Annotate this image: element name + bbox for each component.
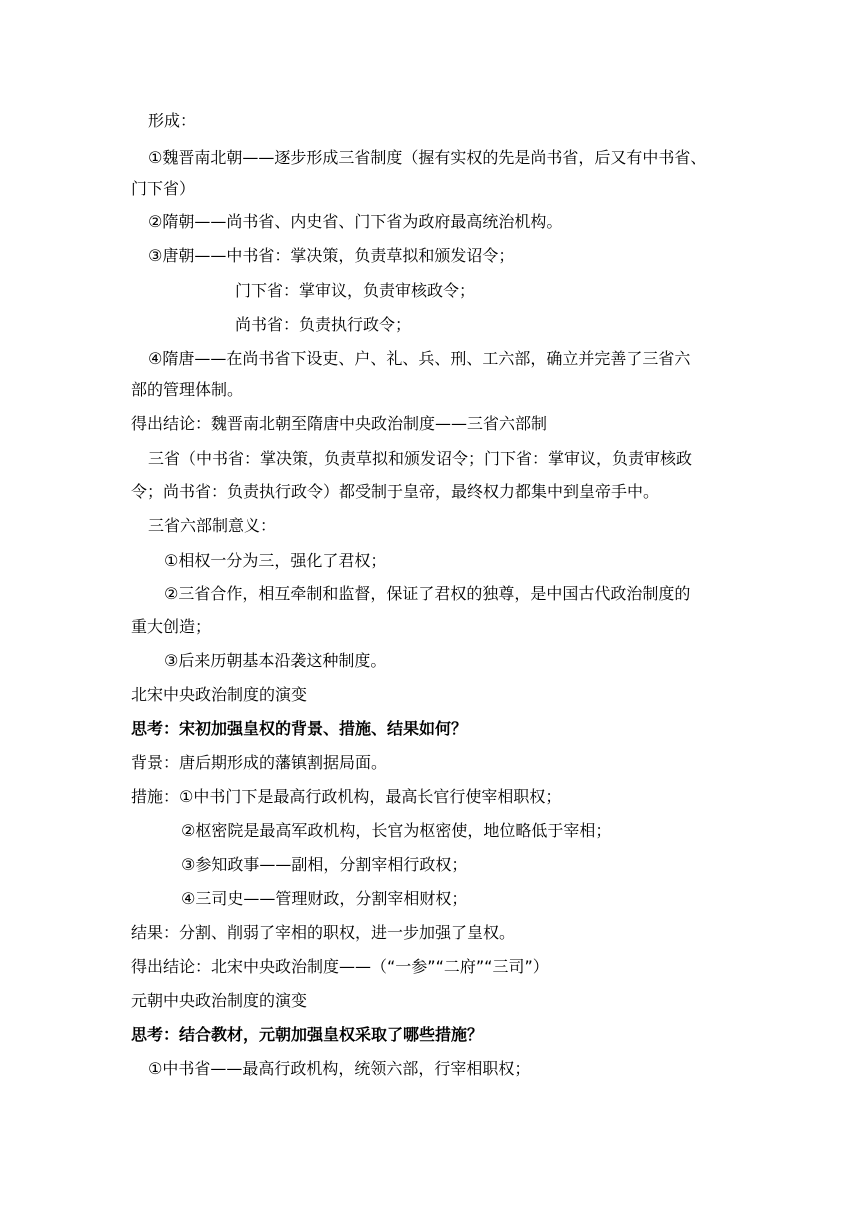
- text-line: ③唐朝——中书省：掌决策，负责草拟和颁发诏令；: [148, 246, 515, 265]
- text-line: ③参知政事——副相，分割宰相行政权；: [181, 855, 468, 874]
- text-line: ④三司史——管理财政，分割宰相财权；: [181, 889, 468, 908]
- text-line: 得出结论：魏晋南北朝至隋唐中央政治制度——三省六部制: [131, 414, 548, 433]
- question-heading: 思考：宋初加强皇权的背景、措施、结果如何？: [131, 719, 468, 738]
- text-line: ①魏晋南北朝——逐步形成三省制度（握有实权的先是尚书省，后又有中书省、: [148, 148, 707, 167]
- text-line: ①中书省——最高行政机构，统领六部，行宰相职权；: [148, 1059, 531, 1078]
- text-line: 门下省：掌审议，负责审核政令；: [235, 281, 476, 300]
- text-line: ②三省合作，相互牵制和监督，保证了君权的独尊，是中国古代政治制度的: [164, 584, 691, 603]
- text-line: 背景：唐后期形成的藩镇割据局面。: [131, 753, 388, 772]
- text-line: 门下省）: [131, 179, 196, 198]
- text-line: 得出结论：北宋中央政治制度——（“一参”“二府”“三司”）: [131, 957, 549, 976]
- text-line: 措施：①中书门下是最高行政机构，最高长官行使宰相职权；: [131, 787, 562, 806]
- text-line: 三省（中书省：掌决策，负责草拟和颁发诏令；门下省：掌审议，负责审核政: [148, 449, 693, 468]
- text-line: 三省六部制意义：: [148, 516, 277, 535]
- text-line: ①相权一分为三，强化了君权；: [164, 551, 387, 570]
- question-heading: 思考：结合教材，元朝加强皇权采取了哪些措施？: [131, 1025, 484, 1044]
- text-line: ②隋朝——尚书省、内史省、门下省为政府最高统治机构。: [148, 212, 563, 231]
- text-line: ②枢密院是最高军政机构，长官为枢密使，地位略低于宰相；: [181, 821, 612, 840]
- text-line: ③后来历朝基本沿袭这种制度。: [164, 651, 387, 670]
- text-line: 令；尚书省：负责执行政令）都受制于皇帝，最终权力都集中到皇帝手中。: [131, 482, 660, 501]
- section-heading: 元朝中央政治制度的演变: [131, 991, 308, 1010]
- text-line: 重大创造；: [131, 617, 212, 636]
- text-line: 部的管理体制。: [131, 380, 244, 399]
- section-heading: 北宋中央政治制度的演变: [131, 685, 308, 704]
- text-line: 尚书省：负责执行政令；: [235, 315, 412, 334]
- text-line: ④隋唐——在尚书省下设吏、户、礼、兵、刑、工六部，确立并完善了三省六: [148, 349, 691, 368]
- text-line: 结果：分割、削弱了宰相的职权，进一步加强了皇权。: [131, 923, 516, 942]
- text-line: 形成：: [148, 111, 197, 130]
